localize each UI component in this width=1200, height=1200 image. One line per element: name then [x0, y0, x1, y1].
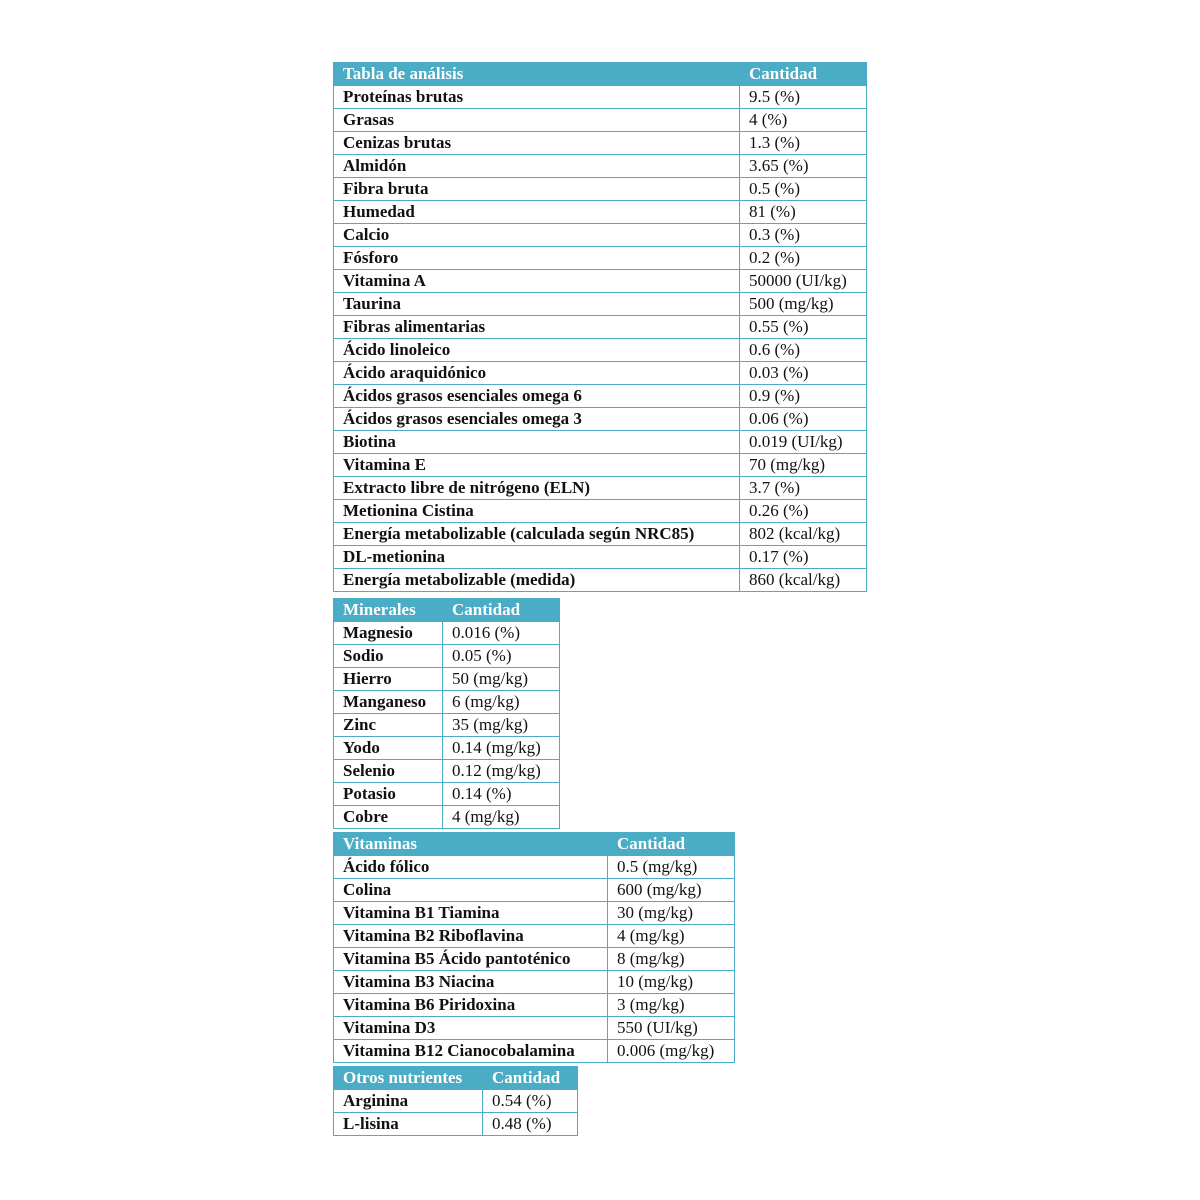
table-row	[334, 224, 867, 247]
nutrient-amount: 4 (mg/kg)	[608, 925, 735, 948]
table-row	[334, 339, 867, 362]
nutrient-amount: 0.03 (%)	[740, 362, 867, 385]
column-header-amount: Cantidad	[443, 599, 560, 622]
table-row	[334, 1017, 735, 1040]
table-row	[334, 1040, 735, 1063]
table-row	[334, 201, 867, 224]
nutrient-name: Potasio	[334, 783, 443, 806]
table-row	[334, 362, 867, 385]
nutrient-amount: 50000 (UI/kg)	[740, 270, 867, 293]
table-row	[334, 454, 867, 477]
column-header-name: Tabla de análisis	[334, 63, 740, 86]
nutrient-name: Colina	[334, 879, 608, 902]
nutrient-name: L-lisina	[334, 1113, 483, 1136]
nutrient-amount: 0.17 (%)	[740, 546, 867, 569]
nutrient-name: Ácido linoleico	[334, 339, 740, 362]
table-row	[334, 994, 735, 1017]
nutrient-name: Hierro	[334, 668, 443, 691]
nutrient-name: Vitamina B6 Piridoxina	[334, 994, 608, 1017]
table-row	[334, 645, 560, 668]
nutrient-amount: 0.2 (%)	[740, 247, 867, 270]
table-row	[334, 948, 735, 971]
nutrient-amount: 3 (mg/kg)	[608, 994, 735, 1017]
nutrient-name: Ácido fólico	[334, 856, 608, 879]
nutrient-amount: 0.12 (mg/kg)	[443, 760, 560, 783]
other-nutrients-table	[333, 1066, 578, 1136]
table-header-row	[334, 1067, 578, 1090]
nutrient-amount: 70 (mg/kg)	[740, 454, 867, 477]
nutrient-amount: 550 (UI/kg)	[608, 1017, 735, 1040]
nutrient-name: Vitamina E	[334, 454, 740, 477]
nutrient-amount: 0.5 (mg/kg)	[608, 856, 735, 879]
nutrient-name: Almidón	[334, 155, 740, 178]
nutrient-name: Ácidos grasos esenciales omega 3	[334, 408, 740, 431]
table-header-row	[334, 833, 735, 856]
nutrient-name: Energía metabolizable (calculada según NRC85)	[334, 523, 740, 546]
nutrient-amount: 0.54 (%)	[483, 1090, 578, 1113]
vitamins-table	[333, 832, 735, 1063]
nutrient-name: Arginina	[334, 1090, 483, 1113]
nutrient-amount: 0.5 (%)	[740, 178, 867, 201]
nutrient-name: Grasas	[334, 109, 740, 132]
nutrient-name: Biotina	[334, 431, 740, 454]
table-row	[334, 270, 867, 293]
table-row	[334, 155, 867, 178]
nutrient-name: Extracto libre de nitrógeno (ELN)	[334, 477, 740, 500]
table-row	[334, 856, 735, 879]
table-row	[334, 737, 560, 760]
nutrient-amount: 3.65 (%)	[740, 155, 867, 178]
nutrient-amount: 50 (mg/kg)	[443, 668, 560, 691]
nutrient-name: Cobre	[334, 806, 443, 829]
column-header-amount: Cantidad	[608, 833, 735, 856]
nutrient-amount: 30 (mg/kg)	[608, 902, 735, 925]
column-header-amount: Cantidad	[740, 63, 867, 86]
nutrient-name: Fibras alimentarias	[334, 316, 740, 339]
nutrient-amount: 0.6 (%)	[740, 339, 867, 362]
table-row	[334, 569, 867, 592]
table-row	[334, 622, 560, 645]
nutrient-amount: 860 (kcal/kg)	[740, 569, 867, 592]
nutrient-amount: 500 (mg/kg)	[740, 293, 867, 316]
analysis-table	[333, 62, 867, 592]
nutrient-amount: 1.3 (%)	[740, 132, 867, 155]
table-row	[334, 178, 867, 201]
nutrient-amount: 0.14 (%)	[443, 783, 560, 806]
nutrient-name: DL-metionina	[334, 546, 740, 569]
nutrient-amount: 81 (%)	[740, 201, 867, 224]
table-row	[334, 714, 560, 737]
nutrient-name: Selenio	[334, 760, 443, 783]
nutrient-name: Yodo	[334, 737, 443, 760]
nutrient-amount: 0.55 (%)	[740, 316, 867, 339]
nutrient-amount: 802 (kcal/kg)	[740, 523, 867, 546]
nutrient-amount: 4 (%)	[740, 109, 867, 132]
nutrient-name: Calcio	[334, 224, 740, 247]
nutrient-name: Vitamina B1 Tiamina	[334, 902, 608, 925]
nutrient-amount: 0.016 (%)	[443, 622, 560, 645]
nutrient-amount: 0.3 (%)	[740, 224, 867, 247]
column-header-name: Vitaminas	[334, 833, 608, 856]
nutrient-amount: 3.7 (%)	[740, 477, 867, 500]
column-header-amount: Cantidad	[483, 1067, 578, 1090]
nutrient-name: Energía metabolizable (medida)	[334, 569, 740, 592]
table-row	[334, 546, 867, 569]
nutrient-name: Taurina	[334, 293, 740, 316]
table-row	[334, 925, 735, 948]
nutrient-name: Vitamina D3	[334, 1017, 608, 1040]
nutrient-name: Sodio	[334, 645, 443, 668]
table-row	[334, 783, 560, 806]
table-header-row	[334, 63, 867, 86]
column-header-name: Otros nutrientes	[334, 1067, 483, 1090]
nutrient-name: Ácido araquidónico	[334, 362, 740, 385]
nutrient-amount: 0.05 (%)	[443, 645, 560, 668]
nutrient-name: Proteínas brutas	[334, 86, 740, 109]
table-row	[334, 385, 867, 408]
table-row	[334, 1113, 578, 1136]
table-row	[334, 902, 735, 925]
nutrient-name: Manganeso	[334, 691, 443, 714]
nutrient-amount: 0.26 (%)	[740, 500, 867, 523]
nutrient-name: Vitamina B2 Riboflavina	[334, 925, 608, 948]
table-row	[334, 109, 867, 132]
nutrient-name: Zinc	[334, 714, 443, 737]
nutrient-amount: 0.019 (UI/kg)	[740, 431, 867, 454]
nutrient-name: Vitamina B5 Ácido pantoténico	[334, 948, 608, 971]
nutrient-amount: 8 (mg/kg)	[608, 948, 735, 971]
table-row	[334, 691, 560, 714]
nutrient-name: Ácidos grasos esenciales omega 6	[334, 385, 740, 408]
table-row	[334, 316, 867, 339]
nutrient-amount: 0.06 (%)	[740, 408, 867, 431]
table-row	[334, 879, 735, 902]
nutrient-amount: 0.48 (%)	[483, 1113, 578, 1136]
table-row	[334, 431, 867, 454]
table-row	[334, 86, 867, 109]
nutrient-name: Magnesio	[334, 622, 443, 645]
table-header-row	[334, 599, 560, 622]
nutrient-amount: 10 (mg/kg)	[608, 971, 735, 994]
nutrient-name: Fósforo	[334, 247, 740, 270]
table-row	[334, 523, 867, 546]
nutrient-amount: 0.9 (%)	[740, 385, 867, 408]
table-row	[334, 760, 560, 783]
nutrient-name: Metionina Cistina	[334, 500, 740, 523]
column-header-name: Minerales	[334, 599, 443, 622]
nutrient-amount: 35 (mg/kg)	[443, 714, 560, 737]
table-row	[334, 806, 560, 829]
table-row	[334, 1090, 578, 1113]
nutrient-amount: 4 (mg/kg)	[443, 806, 560, 829]
nutrient-amount: 0.006 (mg/kg)	[608, 1040, 735, 1063]
table-row	[334, 132, 867, 155]
minerals-table	[333, 598, 560, 829]
nutrient-name: Vitamina B3 Niacina	[334, 971, 608, 994]
nutrient-name: Vitamina B12 Cianocobalamina	[334, 1040, 608, 1063]
table-row	[334, 477, 867, 500]
table-row	[334, 971, 735, 994]
nutrient-name: Fibra bruta	[334, 178, 740, 201]
nutrient-amount: 6 (mg/kg)	[443, 691, 560, 714]
nutrient-amount: 9.5 (%)	[740, 86, 867, 109]
table-row	[334, 668, 560, 691]
table-row	[334, 293, 867, 316]
nutrient-name: Vitamina A	[334, 270, 740, 293]
nutrient-name: Cenizas brutas	[334, 132, 740, 155]
table-row	[334, 247, 867, 270]
table-row	[334, 408, 867, 431]
nutrient-amount: 0.14 (mg/kg)	[443, 737, 560, 760]
nutrient-name: Humedad	[334, 201, 740, 224]
nutrient-amount: 600 (mg/kg)	[608, 879, 735, 902]
table-row	[334, 500, 867, 523]
